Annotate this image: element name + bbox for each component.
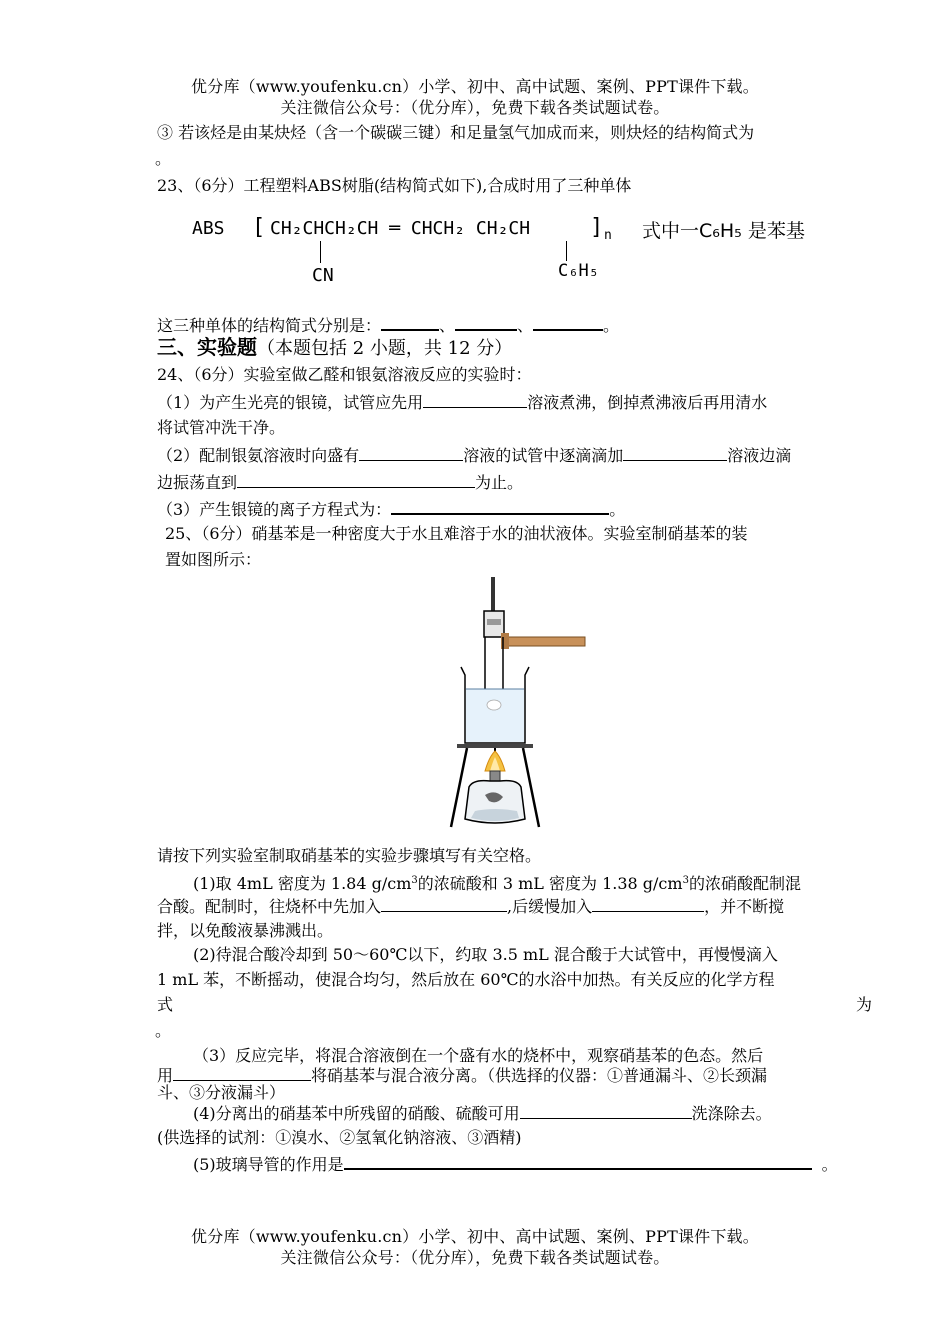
c6h5-bond-line [566,241,567,261]
q25-step4-line2: (供选择的试剂：①溴水、②氢氧化钠溶液、③酒精) [157,1128,522,1147]
q24-p2-e: 为止。 [475,473,524,492]
abs-label: ABS [192,218,225,239]
q22-part3-end: 。 [155,149,172,168]
q25-s1-f: ，并不断搅 [704,897,785,916]
page-footer-line2: 关注微信公众号：（优分库），免费下载各类试题试卷。 [280,1248,670,1267]
q24-p2-d: 边振荡直到 [157,473,238,492]
q25-title-line2: 置如图所示： [165,550,262,569]
abs-n-subscript: n [604,228,612,243]
q25-blank-2[interactable] [592,895,704,912]
q25-title-line1: 25、（6分）硝基苯是一种密度大于水且难溶于水的油状液体。实验室制硝基苯的装 [165,524,748,543]
tripod-leg-left [451,748,467,827]
q25-step1-line3: 拌，以免酸液暴沸溅出。 [157,921,334,940]
q24-part3-line [157,497,625,521]
q24-blank-4[interactable] [237,471,475,488]
q24-part2-line1 [157,444,791,467]
section-3-title: 三、实验题 [157,335,257,359]
q25-step2-line1: (2)待混合酸冷却到 50～60℃以下，约取 3.5 mL 混合酸于大试管中，再慢慢滴入 [193,945,778,964]
q23-sep-2: 、 [517,316,534,335]
q23-title: 23、（6分）工程塑料ABS树脂(结构简式如下),合成时用了三种单体 [157,176,632,195]
q25-step2-line2: 1 mL 苯，不断摇动，使混合均匀，然后放在 60℃的水浴中加热。有关反应的化学方程 [157,970,775,989]
q25-step4-line1 [193,1102,772,1125]
q25-s5-end: 。 [821,1155,838,1174]
q24-p2-b: 溶液的试管中逐滴滴加 [463,446,624,465]
q25-s4-a: (4)分离出的硝基苯中所残留的硝酸、硫酸可用 [193,1104,520,1123]
q25-step2-line3 [157,994,872,1016]
q24-p1-b: 溶液煮沸，倒掉煮沸液后再用清水 [527,393,768,412]
q24-blank-1[interactable] [423,391,527,408]
abs-bracket-right: ] [590,215,604,240]
abs-structure-formula [190,208,850,288]
q25-step1-line1 [193,870,801,895]
section-3-heading [157,336,512,360]
q25-s4-b: 洗涤除去。 [691,1104,772,1123]
q23-answer-line [157,313,619,337]
q25-s1-e: ,后缓慢加入 [507,897,593,916]
q25-blank-4[interactable] [520,1102,692,1119]
q25-blank-1[interactable] [381,895,507,912]
page-footer-line1: 优分库（www.youfenku.cn）小学、初中、高中试题、案例、PPT课件下载。 [191,1227,759,1246]
q24-title: 24、（6分）实验室做乙醛和银氨溶液反应的实验时： [157,365,532,384]
q25-s1-d: 合酸。配制时，往烧杯中先加入 [157,897,382,916]
wire-gauze [457,744,533,748]
q24-blank-3[interactable] [623,444,727,461]
q23-end: 。 [603,316,620,335]
q25-intro: 请按下列实验室制取硝基苯的实验步骤填写有关空格。 [157,846,542,865]
q24-part1-line2: 将试管冲洗干净。 [157,418,286,437]
q25-s3-b2: 将硝基苯与混合液分离。（供选择的仪器：①普通漏斗、②长颈漏 [311,1066,768,1085]
phenyl-note: 式中一C₆H₅ 是苯基 [642,220,805,242]
q24-p3-end: 。 [609,500,626,519]
q24-part2-line2 [157,471,523,494]
water-bath [466,689,524,742]
q23-sep-1: 、 [439,316,456,335]
section-3-note: （本题包括 2 小题，共 12 分） [257,338,513,359]
q25-step5-line [193,1152,838,1176]
q25-s1-sup2: 3 [682,875,689,886]
q25-blank-3[interactable] [173,1064,311,1081]
cn-bond-line [320,241,321,263]
q25-s1-b: 的浓硫酸和 3 mL 密度为 1.38 g/cm [417,874,683,893]
c6h5-group: C₆H₅ [558,261,599,281]
nitrobenzene-apparatus-illustration [445,575,595,833]
q25-step3-line3: 斗、③分液漏斗） [157,1083,286,1102]
q25-s1-sup1: 3 [411,875,418,886]
clamp-arm [503,637,585,646]
q24-p2-a: （2）配制银氨溶液时向盛有 [157,446,360,465]
q23-blank-2[interactable] [455,313,517,331]
q24-part1-line1 [157,391,767,414]
q23-blank-1[interactable] [381,313,439,331]
q25-s2-c2: 为 [855,995,872,1014]
abs-chain: CH₂CHCH₂CH ═ CHCH₂ CH₂CH [270,218,531,239]
q24-blank-5[interactable] [391,497,609,515]
q25-s2-c1: 式 [157,995,174,1014]
q24-p2-c: 溶液边滴 [727,446,792,465]
q24-blank-2[interactable] [359,444,463,461]
tripod-leg-right [523,748,539,827]
q25-s1-a: (1)取 4mL 密度为 1.84 g/cm [193,874,412,893]
page-header-line1: 优分库（www.youfenku.cn）小学、初中、高中试题、案例、PPT课件下载。 [191,77,759,96]
q25-step1-line2 [157,895,784,918]
q22-part3-text: ③ 若该烃是由某炔烃（含一个碳碳三键）和足量氢气加成而来，则炔烃的结构简式为 [157,123,755,142]
q24-p3-a: （3）产生银镜的离子方程式为： [157,500,392,519]
q25-s1-c: 的浓硝酸配制混 [688,874,801,893]
q23-blank-3[interactable] [533,313,603,331]
q25-blank-5[interactable] [344,1152,812,1170]
q25-step2-end: 。 [155,1021,172,1040]
q25-step3-line1: （3）反应完毕，将混合溶液倒在一个盛有水的烧杯中，观察硝基苯的色态。然后 [193,1046,764,1065]
q25-s3-b1: 用 [157,1066,174,1085]
abs-bracket-left: [ [252,215,266,240]
q23-answer-prefix: 这三种单体的结构简式分别是： [157,316,382,335]
cn-group: CN [312,265,334,286]
q25-s5-a: (5)玻璃导管的作用是 [193,1155,344,1174]
q24-p1-a: （1）为产生光亮的银镜，试管应先用 [157,393,424,412]
page-header-line2: 关注微信公众号：（优分库），免费下载各类试题试卷。 [280,98,670,117]
